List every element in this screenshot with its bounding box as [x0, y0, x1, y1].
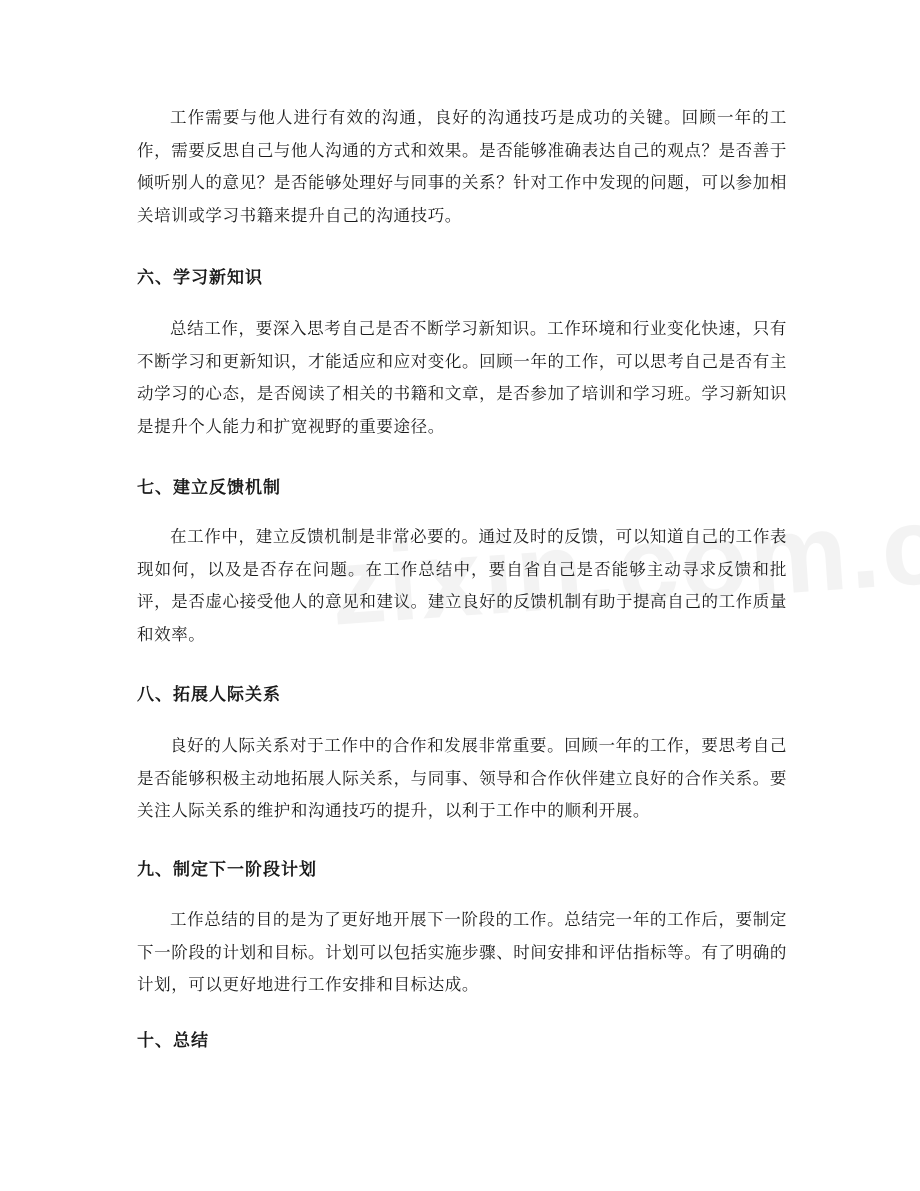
heading-summary: 十、总结 — [137, 1031, 209, 1051]
heading-learn-new-knowledge: 六、学习新知识 — [137, 268, 263, 288]
paragraph-feedback-mechanism: 在工作中，建立反馈机制是非常必要的。通过及时的反馈，可以知道自己的工作表现如何，以及是否存在问题。在工作总结中，要自省自己是否能够主动寻求反馈和批评，是否虚心接受他人的意见和建议。建立良好的反馈机制有助于提高自己的工作质量和效率。 — [137, 527, 787, 644]
paragraph-communication: 工作需要与他人进行有效的沟通，良好的沟通技巧是成功的关键。回顾一年的工作，需要反思自己与他人沟通的方式和效果。是否能够准确表达自己的观点？是否善于倾听别人的意见？是否能够处理好与同事的关系？针对工作中发现的问题，可以参加相关培训或学习书籍来提升自己的沟通技巧。 — [137, 108, 787, 225]
paragraph-next-stage-plan: 工作总结的目的是为了更好地开展下一阶段的工作。总结完一年的工作后，要制定下一阶段的计划和目标。计划可以包括实施步骤、时间安排和评估指标等。有了明确的计划，可以更好地进行工作安排和目标达成。 — [137, 910, 787, 994]
paragraph-interpersonal-relations: 良好的人际关系对于工作中的合作和发展非常重要。回顾一年的工作，要思考自己是否能够积极主动地拓展人际关系，与同事、领导和合作伙伴建立良好的合作关系。要关注人际关系的维护和沟通技巧的提升，以利于工作中的顺利开展。 — [137, 736, 787, 820]
heading-next-stage-plan: 九、制定下一阶段计划 — [137, 860, 317, 880]
heading-interpersonal-relations: 八、拓展人际关系 — [137, 685, 281, 705]
heading-feedback-mechanism: 七、建立反馈机制 — [137, 478, 281, 498]
paragraph-learn-new-knowledge: 总结工作，要深入思考自己是否不断学习新知识。工作环境和行业变化快速，只有不断学习和更新知识，才能适应和应对变化。回顾一年的工作，可以思考自己是否有主动学习的心态，是否阅读了相关的书籍和文章，是否参加了培训和学习班。学习新知识是提升个人能力和扩宽视野的重要途径。 — [137, 319, 787, 436]
